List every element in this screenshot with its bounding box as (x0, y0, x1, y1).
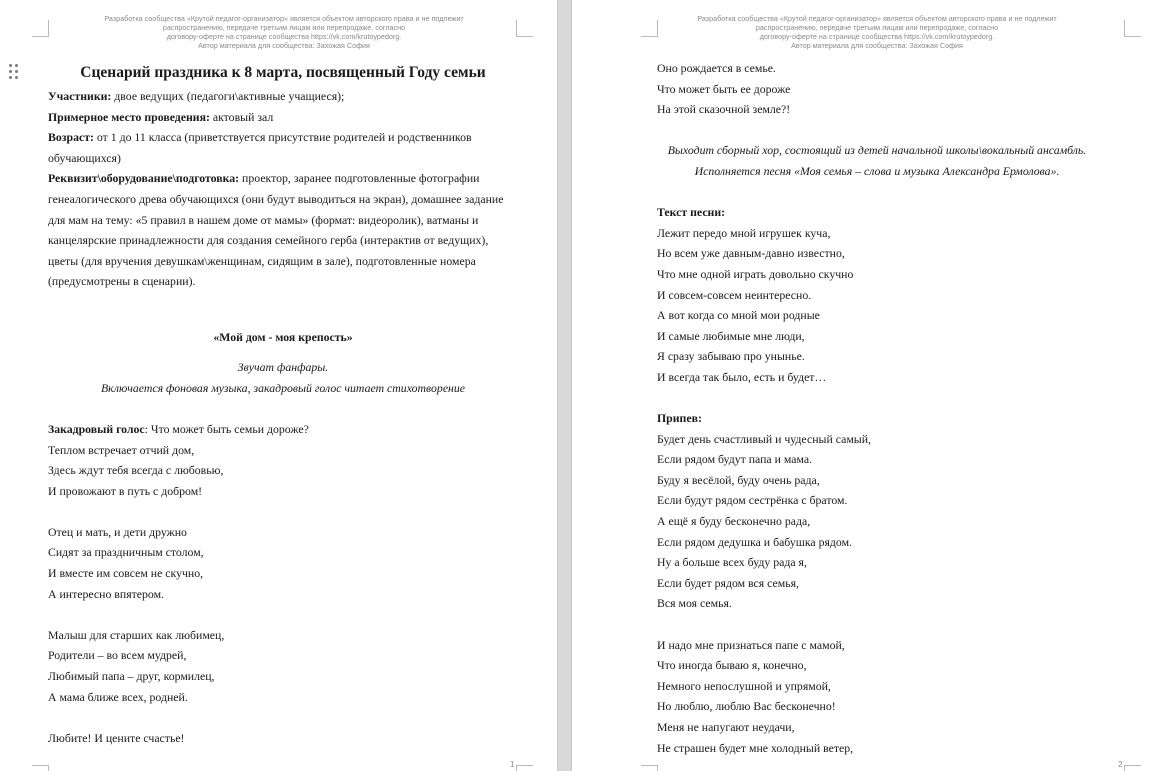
venue-value: актовый зал (209, 109, 274, 124)
props-line (48, 168, 518, 189)
song-line: И самые любимые мне люди, (657, 328, 805, 343)
margin-corner-bottom-right (516, 765, 533, 771)
poem-line: Оно рождается в семье. (657, 61, 776, 75)
margin-corner-top-left (641, 20, 658, 37)
header-line: договору-оферте на странице сообщества https://vk.com/krutoypedorg. (759, 32, 995, 41)
props-text-line: генеалогического древа обучающихся (они будут выводиться на экран), домашнее задание (48, 191, 504, 206)
song-line: Что иногда бываю я, конечно, (657, 658, 807, 673)
margin-corner-bottom-right (1124, 765, 1141, 771)
song-line: Если рядом дедушка и бабушка рядом. (657, 534, 852, 549)
props-value: проектор, заранее подготовленные фотографии (239, 171, 480, 186)
song-line: Я сразу забываю про унынье. (657, 349, 805, 364)
page-number: 2 (1118, 760, 1123, 769)
song-line: Если рядом будут папа и мама. (657, 452, 813, 467)
poem-line: Отец и мать, и дети дружно (48, 524, 187, 539)
voice-text: : Что может быть семьи дороже? (144, 421, 309, 436)
participants-value: двое ведущих (педагоги\активные учащиеся); (111, 89, 345, 103)
participants-label: Участники: (48, 89, 112, 103)
voice-label: Закадровый голос (48, 421, 145, 436)
stage-direction: Включается фоновая музыка, закадровый голос читает стихотворение (100, 380, 466, 395)
song-line: Но люблю, люблю Вас бесконечно! (657, 699, 836, 714)
age-label: Возраст: (48, 130, 94, 145)
song-line: Будет день счастливый и чудесный самый, (657, 431, 871, 446)
poem-line: Что может быть ее дороже (657, 81, 791, 96)
poem-line: Любимый папа – друг, кормилец, (48, 669, 215, 684)
age-line (48, 127, 518, 148)
poem-line: А интересно впятером. (48, 586, 164, 601)
poem-line: Сидят за праздничным столом, (48, 545, 204, 560)
page-1-body (48, 62, 518, 748)
song-label: Текст песни: (657, 205, 726, 220)
song-line: Буду я весёлой, буду очень рада, (657, 472, 820, 487)
stage-direction: Выходит сборный хор, состоящий из детей начальной школы\вокальный ансамбль. (667, 143, 1087, 158)
song-line: И всегда так было, есть и будет… (657, 369, 827, 384)
song-line: Лежит передо мной игрушек куча, (657, 225, 831, 240)
song-line: А вот когда со мной мои родные (657, 308, 820, 323)
page-2 (572, 0, 1157, 771)
song-line: Ну а больше всех буду рада я, (657, 555, 807, 570)
header-line: Разработка сообщества «Крутой педагог-организатор» является объектом авторского права и не подлежит (104, 14, 464, 23)
margin-corner-bottom-left (641, 765, 658, 771)
song-line: Немного непослушной и упрямой, (657, 678, 831, 693)
age-value: от 1 до 11 класса (приветствуется присутствие родителей и родственников (93, 130, 472, 145)
song-line: Но всем уже давным-давно известно, (657, 246, 845, 261)
section-title: «Мой дом - моя крепость» (213, 329, 353, 344)
page-2-body (657, 58, 1097, 758)
song-line: И надо мне признаться папе с мамой, (657, 637, 845, 652)
margin-corner-bottom-left (32, 765, 49, 771)
document-title: Сценарий праздника к 8 марта, посвященный Году семьи (80, 64, 486, 81)
song-line: И совсем-совсем неинтересно. (657, 287, 812, 302)
poem-line: И вместе им совсем не скучно, (48, 566, 204, 581)
song-line: Если будет рядом вся семья, (657, 575, 800, 590)
drag-handle-icon[interactable] (9, 64, 21, 84)
voice-line (48, 419, 518, 440)
stage-direction: Звучат фанфары. (237, 360, 329, 375)
poem-line: Теплом встречает отчий дом, (48, 442, 195, 457)
poem-line: А мама ближе всех, родней. (48, 689, 188, 704)
page-gutter (557, 0, 572, 771)
song-line: Меня не напугают неудачи, (657, 720, 795, 734)
poem-line: На этой сказочной земле?! (657, 102, 791, 117)
header-line: Автор материала для сообщества: Захожая София (791, 41, 963, 50)
props-label: Реквизит\оборудование\подготовка: (48, 171, 240, 186)
poem-line: Здесь ждут тебя всегда с любовью, (48, 463, 224, 478)
props-text-line: (предусмотрены в сценарии). (48, 274, 196, 289)
poem-line: И провожают в путь с добром! (48, 483, 203, 498)
header-line: Разработка сообщества «Крутой педагог-организатор» является объектом авторского права и не подлежит (697, 14, 1057, 23)
margin-corner-top-right (1124, 20, 1141, 37)
header-line: Автор материала для сообщества: Захожая София (198, 41, 370, 50)
header-line: договору-оферте на странице сообщества https://vk.com/krutoypedorg. (166, 32, 402, 41)
page-header (682, 14, 1072, 50)
age-line-2: обучающихся) (48, 150, 121, 165)
stage-direction: Исполняется песня «Моя семья – слова и музыка Александра Ермолова». (694, 163, 1060, 178)
margin-corner-top-left (32, 20, 49, 37)
page-header (74, 14, 494, 50)
participants-line (48, 86, 518, 107)
props-text-line: цветы (для вручения девушкам\женщинам, сидящим в зале), подготовленные номера (48, 253, 476, 268)
page-number: 1 (510, 760, 515, 769)
chorus-label: Припев: (657, 411, 702, 426)
venue-line (48, 107, 518, 128)
song-line: Если будут рядом сестрёнка с братом. (657, 493, 848, 508)
header-line: распространению, передаче третьим лицам или перепродаже, согласно (162, 23, 406, 32)
header-line: распространению, передаче третьим лицам или перепродаже, согласно (755, 23, 999, 32)
props-text-line: для мам на тему: «5 правил в нашем доме от мамы» (формат: видеоролик), ватманы и (48, 212, 479, 227)
venue-label: Примерное место проведения: (48, 109, 210, 124)
song-line: Не страшен будет мне холодный ветер, (657, 740, 854, 755)
poem-line: Малыш для старших как любимец, (48, 627, 225, 642)
poem-line: Родители – во всем мудрей, (48, 648, 187, 663)
margin-corner-top-right (516, 20, 533, 37)
page-1 (0, 0, 557, 771)
poem-line: Любите! И цените счастье! (48, 730, 185, 745)
props-text-line: канцелярские принадлежности для создания семейного герба (интерактив от ведущих), (48, 233, 489, 248)
song-line: А ещё я буду бесконечно рада, (657, 514, 811, 529)
song-line: Вся моя семья. (657, 596, 732, 611)
song-line: Что мне одной играть довольно скучно (657, 266, 854, 281)
